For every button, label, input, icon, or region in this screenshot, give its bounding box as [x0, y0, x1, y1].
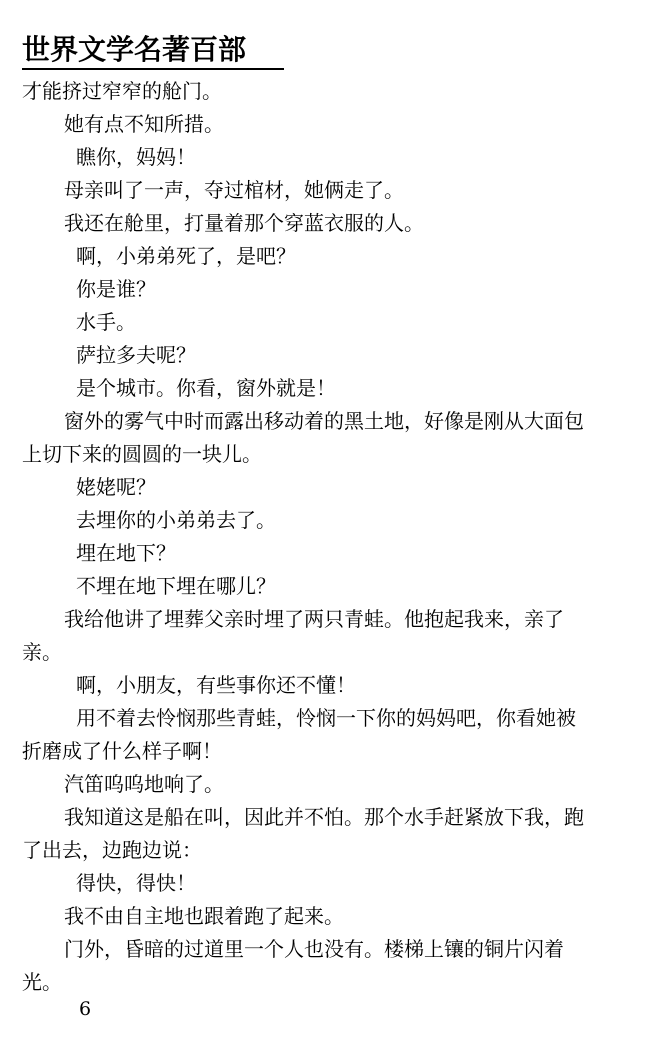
text-line: 窗外的雾气中时而露出移动着的黑土地，好像是刚从大面包	[64, 409, 584, 433]
text-line: 我还在舱里，打量着那个穿蓝衣服的人。	[64, 211, 424, 235]
text-line: 母亲叫了一声，夺过棺材，她俩走了。	[64, 178, 404, 202]
text-line: 水手。	[76, 310, 136, 334]
text-line: 门外，昏暗的过道里一个人也没有。楼梯上镶的铜片闪着	[64, 937, 564, 961]
series-title: 世界文学名著百部	[22, 33, 247, 66]
running-header	[22, 24, 284, 70]
text-line: 你是谁？	[76, 277, 156, 301]
text-line: 去埋你的小弟弟去了。	[76, 508, 276, 532]
text-line: 瞧你，妈妈！	[76, 145, 196, 169]
text-line: 她有点不知所措。	[64, 112, 224, 136]
text-line: 姥姥呢？	[76, 475, 156, 499]
text-line: 折磨成了什么样子啊！	[22, 739, 222, 763]
text-line: 啊，小朋友，有些事你还不懂！	[76, 673, 356, 697]
text-line: 亲。	[22, 640, 62, 664]
text-line: 才能挤过窄窄的舱门。	[22, 79, 222, 103]
page-number: 6	[79, 998, 92, 1020]
text-line: 啊，小弟弟死了，是吧？	[76, 244, 296, 268]
text-line: 萨拉多夫呢？	[76, 343, 196, 367]
text-line: 用不着去怜悯那些青蛙，怜悯一下你的妈妈吧，你看她被	[76, 706, 576, 730]
text-line: 我知道这是船在叫，因此并不怕。那个水手赶紧放下我，跑	[64, 805, 584, 829]
text-line: 是个城市。你看，窗外就是！	[76, 376, 336, 400]
text-line: 上切下来的圆圆的一块儿。	[22, 442, 262, 466]
text-line: 光。	[22, 970, 62, 994]
text-line: 不埋在地下埋在哪儿？	[76, 574, 276, 598]
text-line: 我给他讲了埋葬父亲时埋了两只青蛙。他抱起我来，亲了	[64, 607, 564, 631]
text-line: 埋在地下？	[76, 541, 176, 565]
text-line: 汽笛呜呜地响了。	[64, 772, 224, 796]
text-line: 了出去，边跑边说：	[22, 838, 202, 862]
text-line: 得快，得快！	[76, 871, 196, 895]
text-line: 我不由自主地也跟着跑了起来。	[64, 904, 344, 928]
